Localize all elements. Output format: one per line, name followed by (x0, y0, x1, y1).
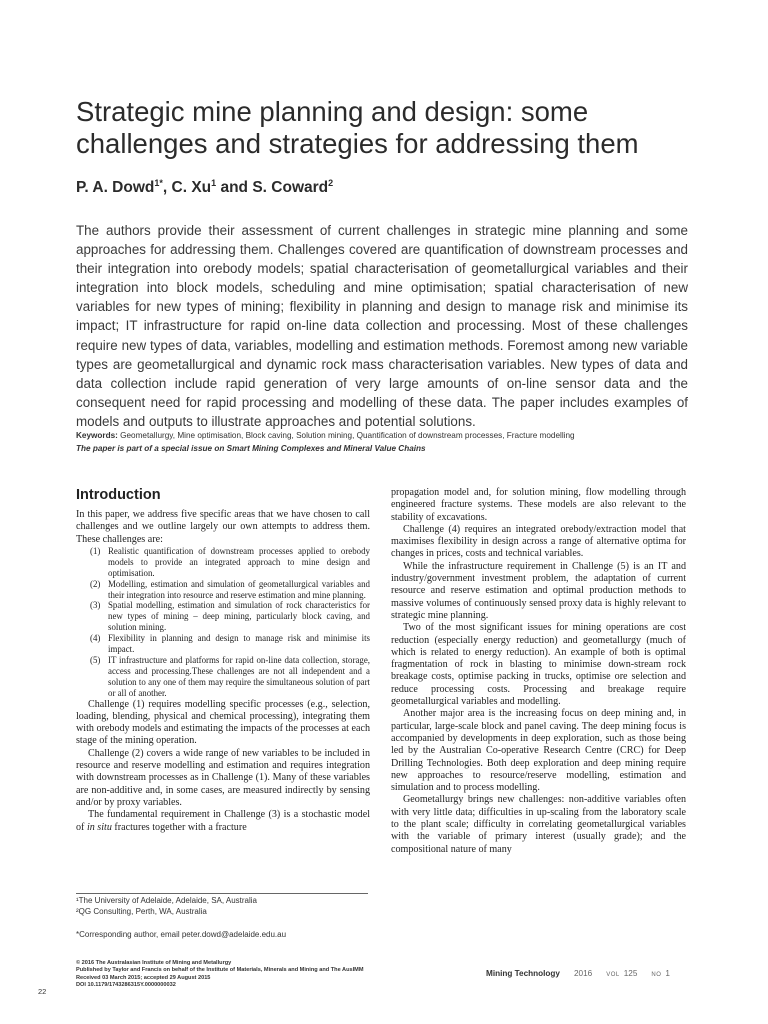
right-column (391, 487, 686, 856)
left-column (76, 509, 370, 834)
keywords-text: Geometallurgy, Mine optimisation, Block caving, Solution mining, Quantification of downstream processes, Fracture modelling (117, 431, 575, 440)
paragraph-text: fractures together with a fracture (111, 821, 247, 833)
received-line: Received 03 March 2015; accepted 29 August 2015 (76, 974, 211, 981)
paragraph: propagation model and, for solution mining, flow modelling through engineered fracture systems. These models are also relevant to the stability of excavations. (391, 487, 686, 523)
issue-label: NO (651, 972, 662, 978)
volume-number: 125 (623, 969, 638, 978)
volume-label: VOL (606, 972, 620, 978)
list-text: Realistic quantification of downstream processes applied to orebody models to provide an integrated approach to mine design and optimisation. (108, 545, 370, 578)
list-number: (4) (90, 633, 101, 644)
journal-year: 2016 (573, 969, 593, 978)
list-item (90, 654, 370, 699)
list-number: (5) (90, 654, 101, 665)
journal-name: Mining Technology (486, 969, 560, 978)
list-item (90, 633, 370, 655)
author-list (76, 178, 333, 197)
corresponding-author-note: *Corresponding author, email peter.dowd@adelaide.edu.au (76, 930, 287, 939)
list-item (90, 578, 370, 601)
affiliation-marker: 1 (211, 178, 217, 188)
author-name: S. Coward (252, 179, 329, 197)
paragraph: In this paper, we address five specific areas that we have chosen to call challenges and we outline largely our own attempts to address them. These challenges are: (76, 509, 370, 545)
journal-info (486, 969, 670, 978)
list-text: Flexibility in planning and design to manage risk and minimise its impact. (108, 633, 370, 655)
list-text: Spatial modelling, estimation and simulation of rock characteristics for new types of mining – deep mining, particularly block caving, and solution mining. (108, 600, 370, 633)
author-name: C. Xu (171, 179, 212, 197)
keywords (76, 430, 696, 441)
paragraph-text: The fundamental requirement in Challenge (3) is a stochastic model of (76, 809, 370, 833)
abstract: The authors provide their assessment of current challenges in strategic mine planning and some approaches for addressing them. Challenges covered are quantification of downstream processes and their integration into orebody models; spatial characterisation of geometallurgical variables and their integration into block models, scheduling and mine optimisation; spatial characterisation of new variables for new types of mining; flexibility in planning and design to manage risk and minimise its impact; IT infrastructure for rapid on-line data collection and processing. Most of these challenges require new types of data, variables, modelling and estimation methods. Foremost among new variable types are geometallurgical and dynamic rock mass characterisation variables. New types of data and data collection include rapid generation of very large amounts of on-line sensor data and the consequent need for rapid processing and modelling of these data. The paper includes examples of models and outputs to illustrate approaches and potential solutions. (76, 223, 688, 429)
list-item (90, 545, 370, 579)
footnotes (76, 896, 376, 941)
paragraph: Challenge (1) requires modelling specific processes (e.g., selection, loading, blending, physical and chemical processing), integrating them with orebody models and estimating the impacts of the processes at each stage of the mining operation. (76, 698, 370, 747)
doi-line: DOI 10.1179/1743286315Y.0000000032 (76, 982, 176, 989)
list-number: (3) (90, 600, 101, 611)
publisher-line: Published by Taylor and Francis on behalf of the Institute of Materials, Minerals and Mining and The AusIMM (76, 967, 364, 974)
challenge-list (76, 546, 370, 699)
list-text: Modelling, estimation and simulation of geometallurgical variables and their integration into resource and reserve estimation and mine planning. (108, 578, 370, 600)
author-separator: , (162, 179, 172, 197)
footnote-divider (76, 893, 368, 894)
affiliation-marker: 2 (328, 178, 334, 188)
paragraph (76, 809, 370, 834)
author-separator: and (216, 179, 253, 197)
italic-term: in situ (86, 821, 112, 833)
paragraph: Challenge (2) covers a wide range of new variables to be included in resource and reserve modelling and estimation and requires integration with downstream processes as in Challenge (1). Many of these variables are non-additive and, in some cases, are measured indirectly by sensing and/or by proxy variables. (76, 747, 370, 808)
list-number: (2) (90, 578, 101, 589)
issue-number: 1 (665, 969, 670, 978)
affiliation-footnote: ¹The University of Adelaide, Adelaide, SA, Australia (76, 896, 257, 905)
special-issue-note: The paper is part of a special issue on Smart Mining Complexes and Mineral Value Chains (76, 444, 426, 453)
list-text: IT infrastructure and platforms for rapid on-line data collection, storage, access and processing.These challenges are not all independent and a solution to any one of them may require the simultaneous solution of part or all of another. (108, 654, 370, 698)
paragraph: Two of the most significant issues for mining operations are cost reduction (especially energy reduction) and geometallurgy (much of which is related to energy reduction). An example of both is optimal fragmentation of rock in blasting to minimise down-stream rock breakage costs, optimise packing in trucks, optimise ore selection and reduce processing costs. Processing and breakage require geometallurgical variables and modelling. (391, 622, 686, 708)
copyright-line: © 2016 The Australasian Institute of Mining and Metallurgy (76, 960, 232, 966)
author-name: P. A. Dowd (76, 179, 155, 197)
paper-title: Strategic mine planning and design: some challenges and strategies for addressing them (76, 96, 639, 159)
paragraph: Challenge (4) requires an integrated orebody/extraction model that maximises flexibility in design across a range of alternative optima for changes in prices, costs and technical variables. (391, 523, 686, 560)
affiliation-footnote: ²QG Consulting, Perth, WA, Australia (76, 906, 207, 916)
paragraph: Geometallurgy brings new challenges: non-additive variables often with very little data; difficulties in up-scaling from the laboratory scale to the plant scale; difficulty in correlating geometallurgical variables with the variable of primary interest (usually grade); and the compositional nature of many (391, 794, 686, 855)
paragraph: Another major area is the increasing focus on deep mining and, in particular, large-scale block and panel caving. The deep mining focus is accompanied by developments in deep exploration, such as those being led by the Australian Co-operative Research Centre (CRC) for Deep Drilling Technologies. Both deep exploration and deep mining require new approaches to resource/reserve modelling, estimation and simulation and to process modelling. (391, 708, 686, 794)
section-heading-introduction: Introduction (76, 487, 161, 503)
paragraph: While the infrastructure requirement in Challenge (5) is an IT and industry/government investment problem, the adaptation of current resource and reserve estimation and optimal production methods to massive volumes of continuously sensed proxy data is highly relevant to strategic mine planning. (391, 560, 686, 621)
publication-info (76, 960, 496, 990)
list-item (90, 600, 370, 633)
keywords-label: Keywords: (76, 431, 118, 440)
list-number: (1) (90, 545, 101, 556)
affiliation-marker: 1* (154, 178, 163, 188)
page-number: 22 (38, 987, 47, 996)
